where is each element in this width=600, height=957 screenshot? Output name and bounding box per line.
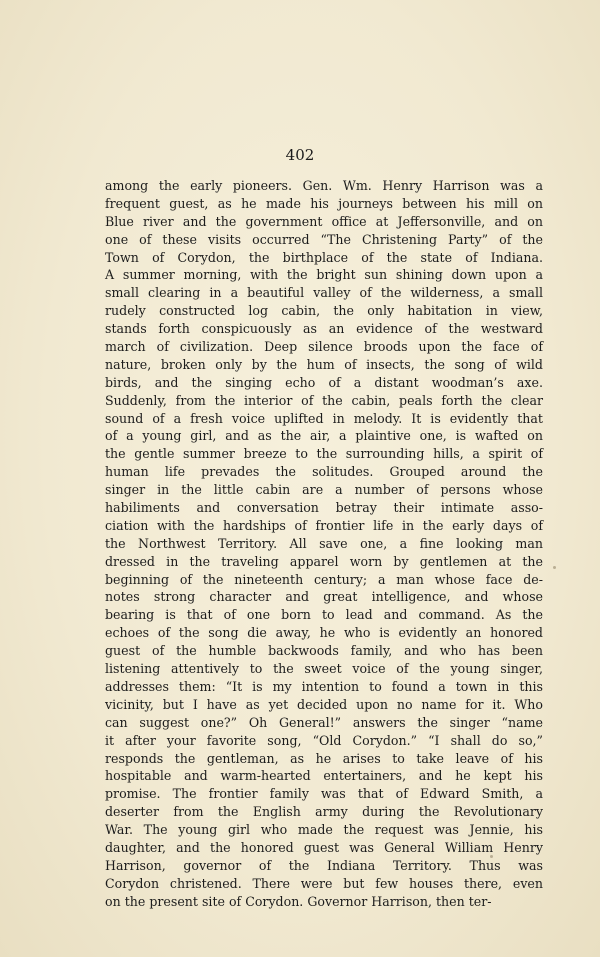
text-line: of a young girl, and as the air, a plaintive one, is wafted on (105, 428, 543, 444)
text-line: guest of the humble backwoods family, and who has been (105, 643, 543, 659)
text-line: among the early pioneers. Gen. Wm. Henry Harrison was a (105, 178, 543, 193)
text-line: notes strong character and great intelligence, and whose (105, 589, 543, 605)
text-line: march of civilization. Deep silence broods upon the face of (105, 339, 543, 355)
text-line: Suddenly, from the interior of the cabin, peals forth the clear (105, 392, 543, 408)
text-line: responds the gentleman, as he arises to take leave of his (105, 750, 543, 766)
text-line: addresses them: “It is my intention to found a town in this (105, 678, 543, 694)
text-line: ciation with the hardships of frontier life in the early days of (105, 517, 543, 533)
page-number: 402 (285, 146, 315, 164)
paper-speck (553, 566, 556, 569)
text-line: deserter from the English army during the Revolutionary (105, 804, 543, 820)
text-line: human life prevades the solitudes. Grouped around the (105, 464, 543, 480)
text-line: daughter, and the honored guest was General William Henry (105, 839, 543, 855)
text-line: it after your favorite song, “Old Corydon.” “I shall do so,” (105, 732, 543, 748)
text-line: promise. The frontier family was that of Edward Smith, a (105, 786, 543, 802)
text-line: on the present site of Corydon. Governor Harrison, then ter- (105, 893, 492, 909)
text-line: one of these visits occurred “The Christening Party” of the (105, 231, 543, 247)
text-line: Blue river and the government office at Jeffersonville, and on (105, 213, 543, 229)
text-line: echoes of the song die away, he who is evidently an honored (105, 625, 543, 641)
text-line: the gentle summer breeze to the surrounding hills, a spirit of (105, 446, 543, 462)
text-line: stands forth conspicuously as an evidence of the westward (105, 321, 543, 337)
text-line: singer in the little cabin are a number of persons whose (105, 482, 543, 498)
text-line: beginning of the nineteenth century; a man whose face de- (105, 571, 543, 587)
paper-speck (490, 855, 493, 858)
text-line: Corydon christened. There were but few houses there, even (105, 875, 543, 891)
text-line: bearing is that of one born to lead and command. As the (105, 607, 543, 623)
text-line: can suggest one?” Oh General!” answers the singer “name (105, 714, 543, 730)
text-line: the Northwest Territory. All save one, a fine looking man (105, 535, 543, 551)
text-line: Town of Corydon, the birthplace of the state of Indiana. (105, 249, 543, 265)
text-line: A summer morning, with the bright sun shining down upon a (105, 267, 543, 283)
text-line: Harrison, governor of the Indiana Territory. Thus was (105, 857, 543, 873)
text-line: vicinity, but I have as yet decided upon no name for it. Who (105, 696, 543, 712)
text-line: War. The young girl who made the request was Jennie, his (105, 822, 543, 838)
text-line: nature, broken only by the hum of insects, the song of wild (105, 356, 543, 372)
text-line: hospitable and warm-hearted entertainers, and he kept his (105, 768, 543, 784)
text-line: listening attentively to the sweet voice of the young singer, (105, 661, 543, 677)
body-paragraph (105, 177, 543, 911)
text-line: small clearing in a beautiful valley of the wilderness, a small (105, 285, 543, 301)
text-line: habiliments and conversation betray their intimate asso- (105, 500, 543, 516)
text-line: birds, and the singing echo of a distant woodman’s axe. (105, 374, 543, 390)
text-line: dressed in the traveling apparel worn by gentlemen at the (105, 553, 543, 569)
text-line: sound of a fresh voice uplifted in melody. It is evidently that (105, 410, 543, 426)
text-line: rudely constructed log cabin, the only habitation in view, (105, 303, 543, 319)
text-line: frequent guest, as he made his journeys between his mill on (105, 195, 543, 211)
